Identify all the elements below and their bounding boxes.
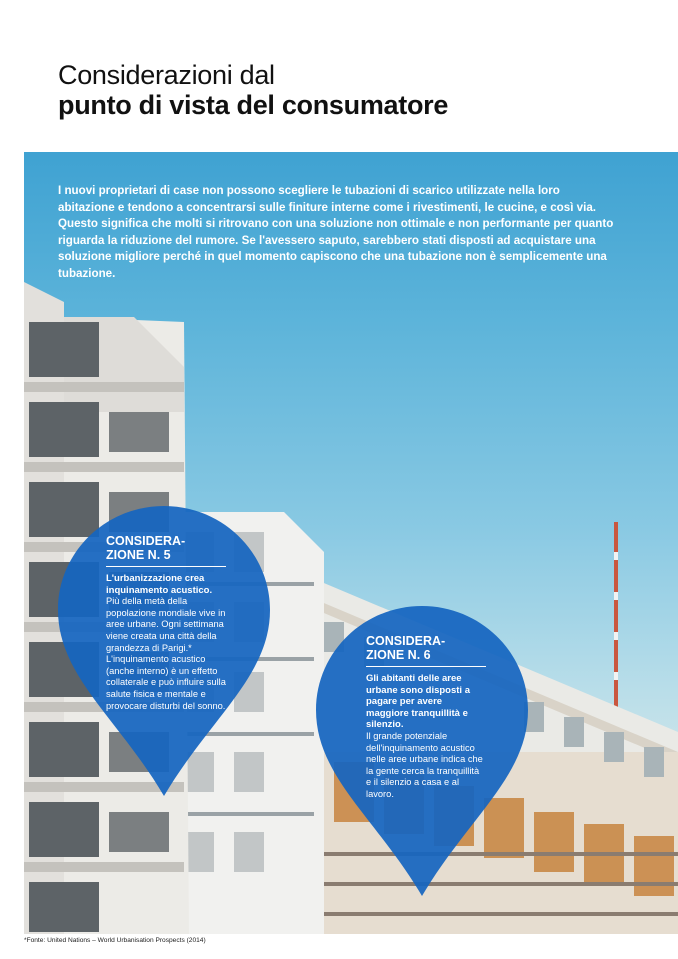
consideration-5-heading [106, 534, 226, 567]
intro-text: I nuovi proprietari di case non possono scegliere le tubazioni di scarico utilizzate nella loro abitazione e tendono a concentrarsi sulle finiture interne come i rivestimenti, le cucine, e così via. Questo significa che molti si ritrovano con una soluzione non ottimale e non performante per quanto riguarda la riduzione del rumore. Se l'avessero saputo, sarebbero stati disposti ad acquistare una soluzione migliore perché in quel momento capiscono che una tubazione non è semplicemente una tubazione. [58, 184, 614, 280]
consideration-6-lead: Gli abitanti delle aree urbane sono disposti a pagare per avere maggiore tranquillità e silenzio. [366, 673, 470, 731]
consideration-6-heading-line2: ZIONE N. 6 [366, 648, 431, 662]
consideration-5-lead: L'urbanizzazione crea inquinamento acustico. [106, 573, 213, 596]
consideration-6-pin [316, 606, 528, 896]
intro-paragraph [58, 183, 618, 282]
page-title [58, 60, 658, 120]
hero-image [24, 152, 678, 934]
consideration-6-heading-line1: CONSIDERA- [366, 634, 446, 648]
consideration-6-body: Il grande potenziale dell'inquinamento acustico nelle aree urbane indica che la gente cerca la tranquillità e il silenzio a casa e al lavoro. [366, 730, 483, 799]
consideration-5-heading-line1: CONSIDERA- [106, 534, 186, 548]
title-line-2: punto di vista del consumatore [58, 90, 449, 120]
consideration-5-body: Più della metà della popolazione mondiale vive in aree urbane. Ogni settimana viene creata una città della grandezza di Parigi.* L'inquinamento acustico (anche interno) è un effetto collaterale e può influire sulla salute fisica e mentale e provocare disturbi del sonno. [106, 596, 226, 711]
source-footnote: *Fonte: United Nations – World Urbanisation Prospects (2014) [24, 937, 206, 944]
consideration-5-pin [58, 506, 270, 796]
title-line-1: Considerazioni dal [58, 60, 275, 90]
consideration-5-heading-line2: ZIONE N. 5 [106, 548, 171, 562]
consideration-6-heading [366, 634, 486, 667]
